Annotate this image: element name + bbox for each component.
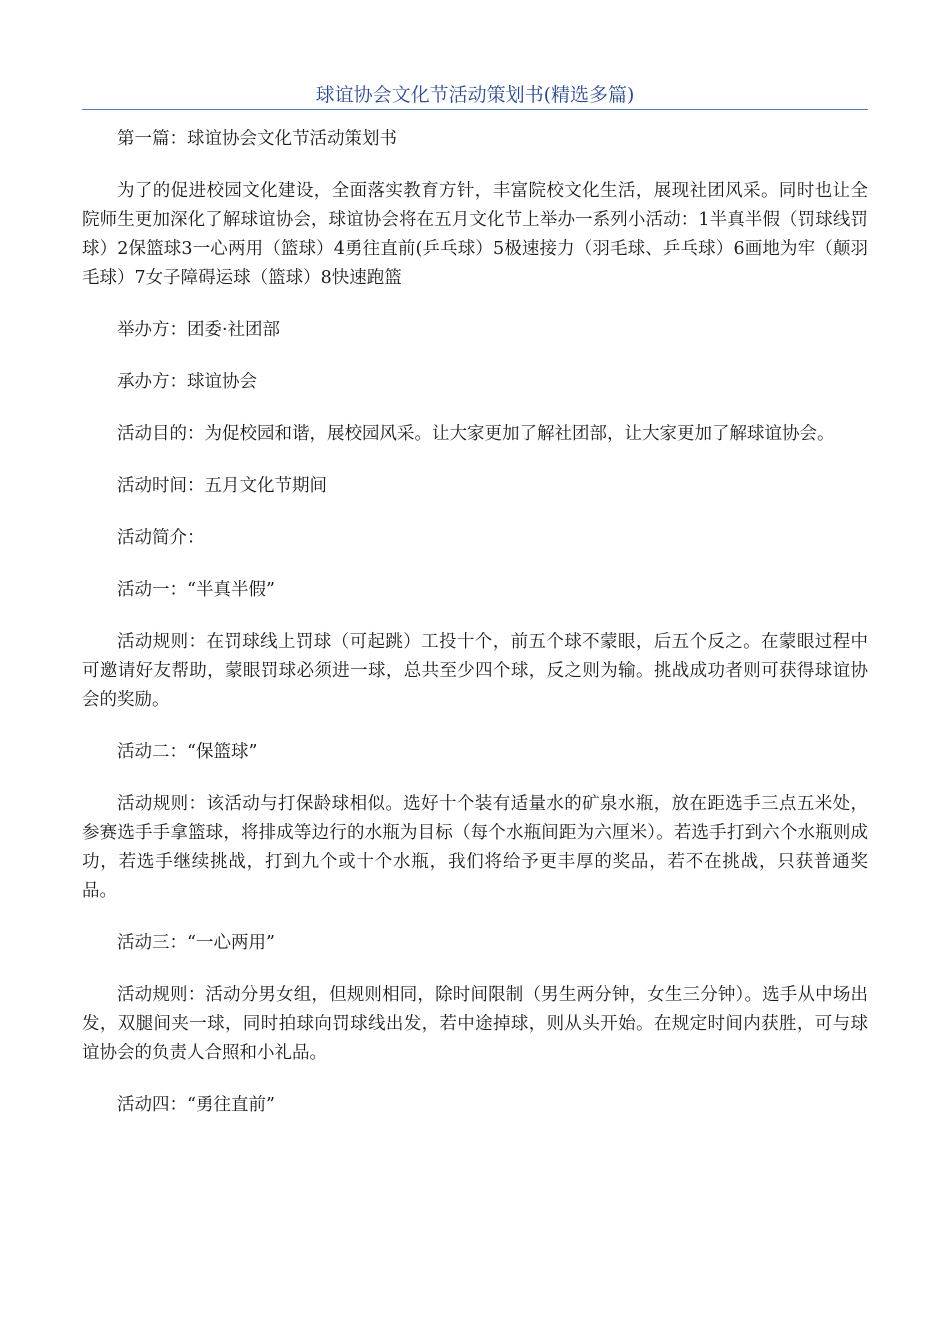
overview-heading: 活动简介： [117,528,205,548]
activity-3-rules: 活动规则：活动分男女组，但规则相同，除时间限制（男生两分钟，女生三分钟）。选手从中场出发，双腿间夹一球，同时拍球向罚球线出发，若中途掉球，则从头开始。在规定时间内获胜，可与球谊协会的负责人合照和小礼品。 [82,985,868,1063]
organizer-line: 举办方：团委·社团部 [117,320,281,340]
purpose-line: 活动目的：为促校园和谐，展校园风采。让大家更加了解社团部，让大家更加了解球谊协会。 [117,424,835,444]
intro-paragraph: 为了的促进校园文化建设，全面落实教育方针，丰富院校文化生活，展现社团风采。同时也让全院师生更加深化了解球谊协会，球谊协会将在五月文化节上举办一系列小活动：1半真半假（罚球线罚球）2保篮球3一心两用（篮球）4勇往直前(乒乓球）5极速接力（羽毛球、乒乓球）6画地为牢（颠羽毛球）7女子障碍运球（篮球）8快速跑篮 [82,181,868,288]
section-heading: 第一篇：球谊协会文化节活动策划书 [117,129,397,149]
activity-3-heading: 活动三：“一心两用” [117,933,275,953]
title-underline [82,109,868,110]
document-title: 球谊协会文化节活动策划书(精选多篇) [315,84,635,106]
activity-1-heading: 活动一：“半真半假” [117,580,275,600]
activity-2-rules: 活动规则：该活动与打保龄球相似。选好十个装有适量水的矿泉水瓶，放在距选手三点五米处，参赛选手手拿篮球，将排成等边行的水瓶为目标（每个水瓶间距为六厘米）。若选手打到六个水瓶则成功，若选手继续挑战，打到九个或十个水瓶，我们将给予更丰厚的奖品，若不在挑战，只获普通奖品。 [82,794,868,901]
time-line: 活动时间：五月文化节期间 [117,476,327,496]
document-body [82,125,868,1143]
activity-1-rules: 活动规则：在罚球线上罚球（可起跳）工投十个，前五个球不蒙眼，后五个反之。在蒙眼过程中可邀请好友帮助，蒙眼罚球必须进一球，总共至少四个球，反之则为输。挑战成功者则可获得球谊协会的奖励。 [82,632,868,710]
activity-2-heading: 活动二：“保篮球” [117,742,258,762]
activity-4-heading: 活动四：“勇往直前” [117,1095,275,1115]
host-line: 承办方：球谊协会 [117,372,257,392]
